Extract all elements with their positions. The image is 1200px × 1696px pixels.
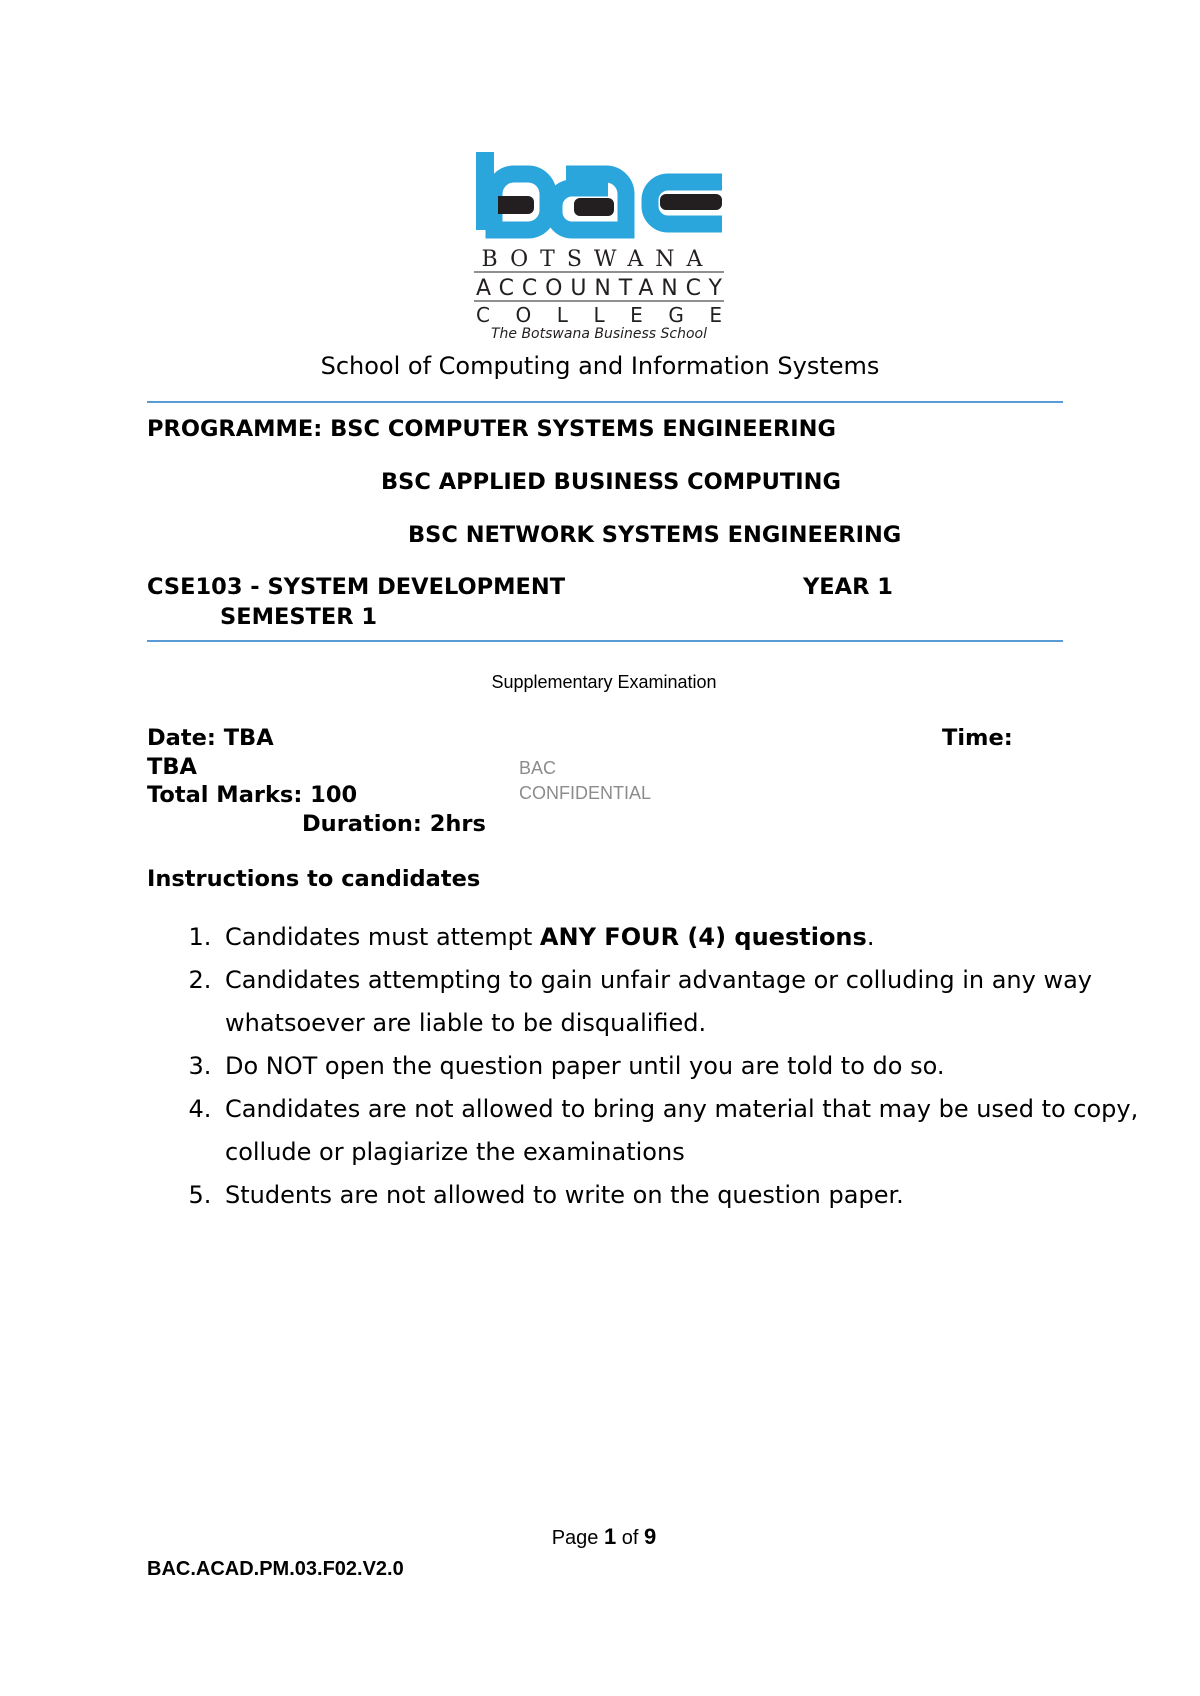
programme-line-1: [147, 416, 836, 442]
logo-tagline: The Botswana Business School: [490, 326, 708, 338]
bac-logo: [470, 148, 730, 338]
instruction-text: Candidates must attempt: [225, 923, 540, 951]
course-year: YEAR 1: [803, 574, 893, 600]
programme-label: PROGRAMME:: [147, 416, 323, 442]
programme-first: BSC COMPUTER SYSTEMS ENGINEERING: [330, 416, 836, 442]
total-marks: Total Marks: 100: [147, 782, 358, 808]
instruction-item: 2. Candidates attempting to gain unfair advantage or colluding in any way whatsoever are liable to be disqualified.: [219, 959, 1139, 1045]
programme-third: BSC NETWORK SYSTEMS ENGINEERING: [408, 522, 902, 548]
instruction-item: 4. Candidates are not allowed to bring any material that may be used to copy, collude or plagiarize the examinations: [219, 1088, 1139, 1174]
instruction-item: [219, 916, 1139, 959]
exam-time-value: TBA: [147, 754, 197, 780]
instruction-item: 5. Students are not allowed to write on the question paper.: [219, 1174, 1139, 1217]
confidential-line-2: CONFIDENTIAL: [519, 783, 652, 803]
exam-type: Supplementary Examination: [491, 672, 717, 692]
instruction-emphasis: ANY FOUR (4) questions: [539, 923, 867, 951]
of-word: of: [621, 1527, 639, 1549]
confidential-line-1: BAC: [519, 758, 557, 778]
instructions-heading: Instructions to candidates: [147, 866, 481, 892]
page-number: 1: [603, 1524, 617, 1549]
document-code: BAC.ACAD.PM.03.F02.V2.0: [147, 1558, 404, 1580]
logo-line-3: COLLEGE: [476, 303, 722, 327]
logo-line-1: BOTSWANA: [481, 247, 715, 272]
exam-date: Date: TBA: [147, 725, 274, 751]
instruction-text: .: [866, 923, 875, 951]
page-word: Page: [551, 1527, 599, 1549]
school-name: School of Computing and Information Systems: [320, 352, 880, 380]
exam-time-label: Time:: [942, 725, 1013, 751]
programme-second: BSC APPLIED BUSINESS COMPUTING: [381, 469, 841, 495]
course-semester: SEMESTER 1: [220, 604, 378, 630]
divider-top: [147, 401, 1063, 403]
page-total: 9: [644, 1524, 657, 1549]
course-code-title: CSE103 - SYSTEM DEVELOPMENT: [147, 574, 566, 600]
instructions-list: [147, 916, 1139, 1217]
logo-line-2: ACCOUNTANCY: [476, 276, 722, 301]
page-indicator: [0, 1524, 1200, 1550]
divider-bottom: [147, 640, 1063, 642]
instruction-item: 3. Do NOT open the question paper until you are told to do so.: [219, 1045, 1139, 1088]
duration: Duration: 2hrs: [302, 811, 486, 837]
